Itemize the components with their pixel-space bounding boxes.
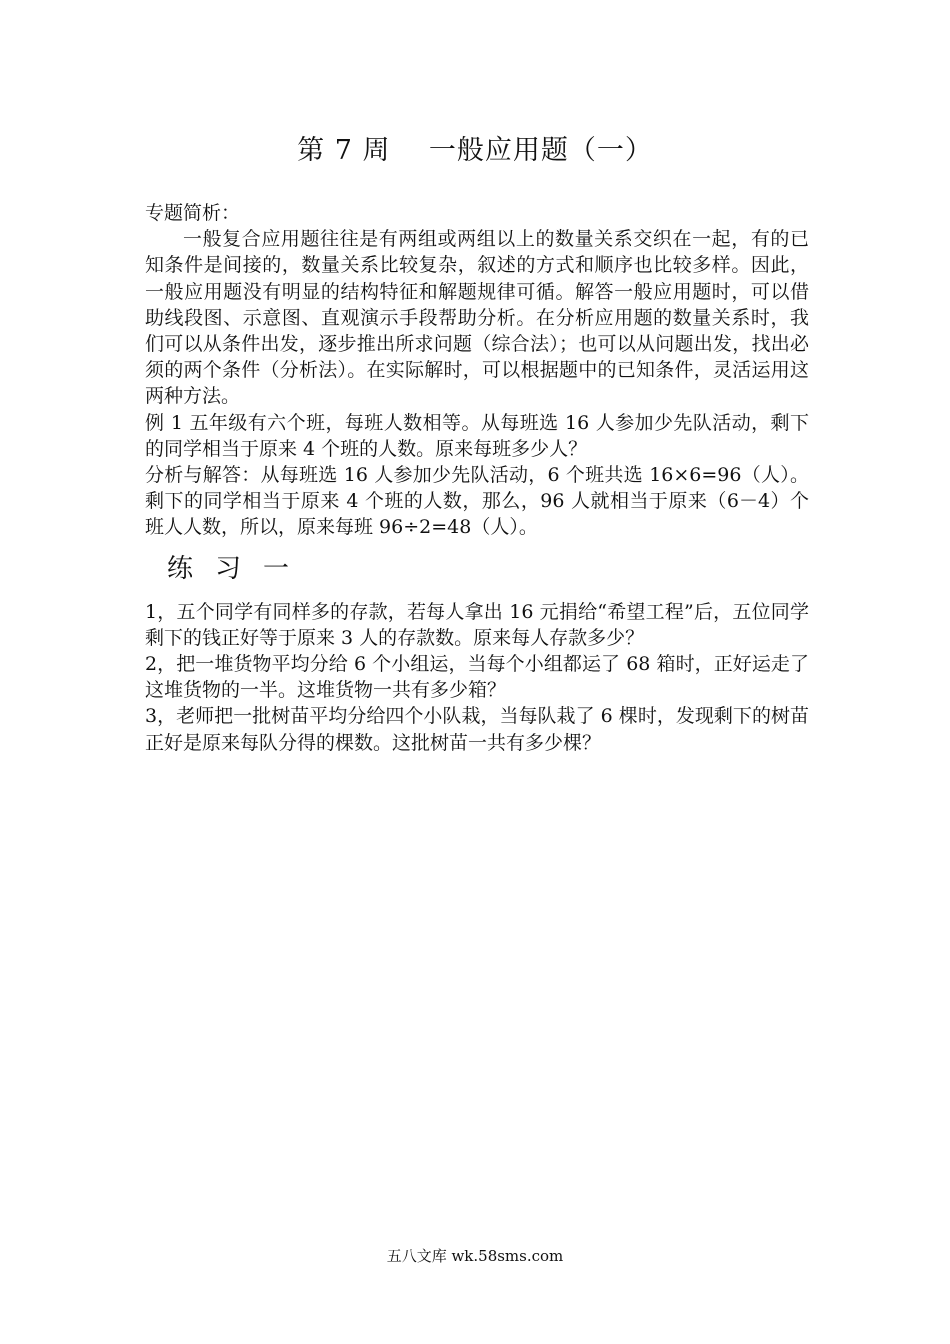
footer-watermark: 五八文库 wk.58sms.com (386, 1247, 564, 1265)
document-body (145, 200, 809, 756)
exercise-item: 3，老师把一批树苗平均分给四个小队栽，当每队栽了 6 棵时，发现剩下的树苗正好是原来每队分得的棵数。这批树苗一共有多少棵？ (145, 705, 809, 754)
example-paragraph: 例 1 五年级有六个班，每班人数相等。从每班选 16 人参加少先队活动，剩下的同学相当于原来 4 个班的人数。原来每班多少人？ (145, 411, 809, 460)
exercise-item: 2，把一堆货物平均分给 6 个小组运，当每个小组都运了 68 箱时，正好运走了这堆货物的一半。这堆货物一共有多少箱？ (145, 653, 809, 702)
analysis-paragraph: 一般复合应用题往往是有两组或两组以上的数量关系交织在一起，有的已知条件是间接的，数量关系比较复杂，叙述的方式和顺序也比较多样。因此，一般应用题没有明显的结构特征和解题规律可循。解答一般应用题时，可以借助线段图、示意图、直观演示手段帮助分析。在分析应用题的数量关系时，我们可以从条件出发，逐步推出所求问题（综合法）；也可以从问题出发，找出必须的两个条件（分析法）。在实际解时，可以根据题中的已知条件，灵活运用这两种方法。 (145, 228, 809, 408)
practice-heading: 练习一 (167, 553, 312, 584)
solution-paragraph: 分析与解答：从每班选 16 人参加少先队活动，6 个班共选 16×6=96（人）。剩下的同学相当于原来 4 个班的人数，那么，96 人就相当于原来（6－4）个班人人数，所以，原来每班 96÷2=48（人）。 (145, 464, 809, 539)
analysis-label: 专题简析： (145, 202, 241, 224)
page-title: 第 7 周 一般应用题（一） (297, 135, 653, 166)
exercise-item: 1，五个同学有同样多的存款，若每人拿出 16 元捐给“希望工程”后，五位同学剩下的钱正好等于原来 3 人的存款数。原来每人存款多少？ (145, 600, 809, 649)
